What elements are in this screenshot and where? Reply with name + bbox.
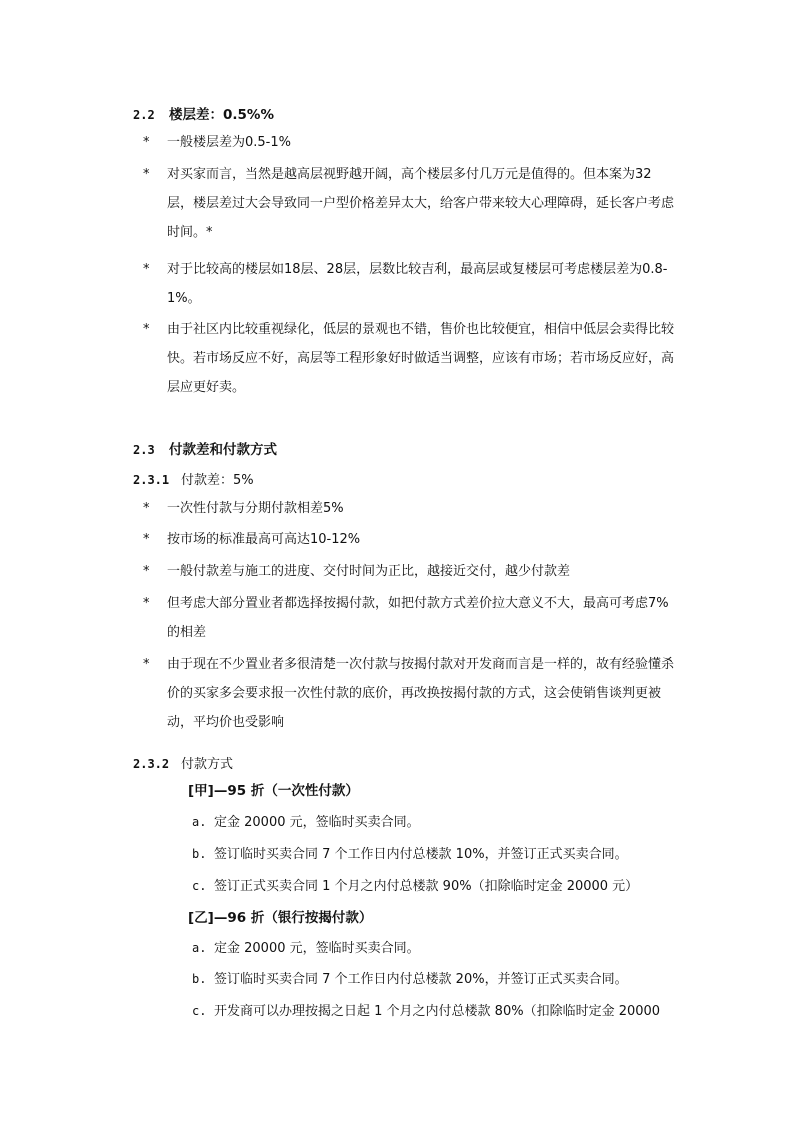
section-title: 付款差：5%: [181, 473, 254, 488]
bullet-text: 按市场的标准最高可高达10-12%: [167, 532, 361, 547]
bullet-star-icon: *: [143, 564, 150, 579]
bullet-star-icon: *: [143, 532, 150, 547]
section-number: 2.3.2: [133, 757, 170, 771]
section-heading-2-3-1: [133, 469, 254, 488]
section-heading-2-3-2: [133, 753, 233, 772]
payment-plan-b-title: [乙]—96 折（银行按揭付款）: [188, 910, 373, 926]
section-number: 2.3: [133, 443, 155, 457]
payment-plan-a-title: [甲]—95 折（一次性付款）: [188, 783, 359, 799]
section-heading-2-2: [133, 103, 274, 123]
section-number: 2.3.1: [133, 473, 170, 487]
item-text: 定金 20000 元，签临时买卖合同。: [214, 941, 420, 956]
item-text: 开发商可以办理按揭之日起 1 个月之内付总楼款 80%（扣除临时定金 20000: [214, 1004, 661, 1019]
item-label: a.: [192, 941, 207, 955]
bullet-text: 一般付款差与施工的进度、交付时间为正比，越接近交付，越少付款差: [167, 564, 571, 579]
bullet-star-icon: *: [143, 501, 150, 516]
bullet-star-icon: *: [143, 596, 150, 611]
bullet-text: 由于现在不少置业者多很清楚一次付款与按揭付款对开发商而言是一样的，故有经验懂杀价的买家多会要求报一次性付款的底价，再改换按揭付款的方式，这会使销售谈判更被动，平均价也受影响: [167, 657, 675, 730]
item-label: c.: [192, 1004, 207, 1018]
section-title: 付款方式: [181, 757, 234, 772]
bullet-text: 对于比较高的楼层如18层、28层，层数比较吉利，最高层或复楼层可考虑楼层差为0.8-1%。: [167, 262, 668, 306]
item-text: 签订正式买卖合同 1 个月之内付总楼款 90%（扣除临时定金 20000 元）: [214, 879, 639, 894]
bullet-star-icon: *: [143, 135, 150, 150]
item-label: a.: [192, 815, 207, 829]
section-title: 楼层差：0.5%%: [169, 107, 274, 123]
item-label: b.: [192, 972, 207, 986]
section-title: 付款差和付款方式: [169, 442, 277, 458]
bullet-text: 一次性付款与分期付款相差5%: [167, 501, 344, 516]
bullet-star-icon: *: [143, 167, 150, 182]
plan-b-item: [192, 968, 628, 987]
bullet-text: 但考虑大部分置业者都选择按揭付款，如把付款方式差价拉大意义不大，最高可考虑7%的相差: [167, 596, 669, 640]
bullet-text: 一般楼层差为0.5-1%: [167, 135, 291, 150]
item-text: 定金 20000 元，签临时买卖合同。: [214, 815, 420, 830]
item-label: c.: [192, 879, 207, 893]
bullet-star-icon: *: [143, 322, 150, 337]
section-heading-2-3: [133, 438, 277, 458]
section-number: 2.2: [133, 108, 155, 122]
item-text: 签订临时买卖合同 7 个工作日内付总楼款 10%，并签订正式买卖合同。: [214, 847, 628, 862]
plan-a-item: [192, 811, 420, 830]
plan-a-item: [192, 843, 628, 862]
plan-b-item: [192, 1000, 660, 1019]
item-text: 签订临时买卖合同 7 个工作日内付总楼款 20%，并签订正式买卖合同。: [214, 972, 628, 987]
bullet-star-icon: *: [143, 657, 150, 672]
plan-b-item: [192, 937, 420, 956]
item-label: b.: [192, 847, 207, 861]
plan-a-item: [192, 875, 638, 894]
bullet-star-icon: *: [143, 262, 150, 277]
bullet-text: 对买家而言，当然是越高层视野越开阔，高个楼层多付几万元是值得的。但本案为32层，楼层差过大会导致同一户型价格差异太大，给客户带来较大心理障碍，延长客户考虑时间。*: [167, 167, 675, 240]
bullet-text: 由于社区内比较重视绿化，低层的景观也不错，售价也比较便宜，相信中低层会卖得比较快。若市场反应不好，高层等工程形象好时做适当调整，应该有市场；若市场反应好，高层应更好卖。: [167, 322, 675, 395]
